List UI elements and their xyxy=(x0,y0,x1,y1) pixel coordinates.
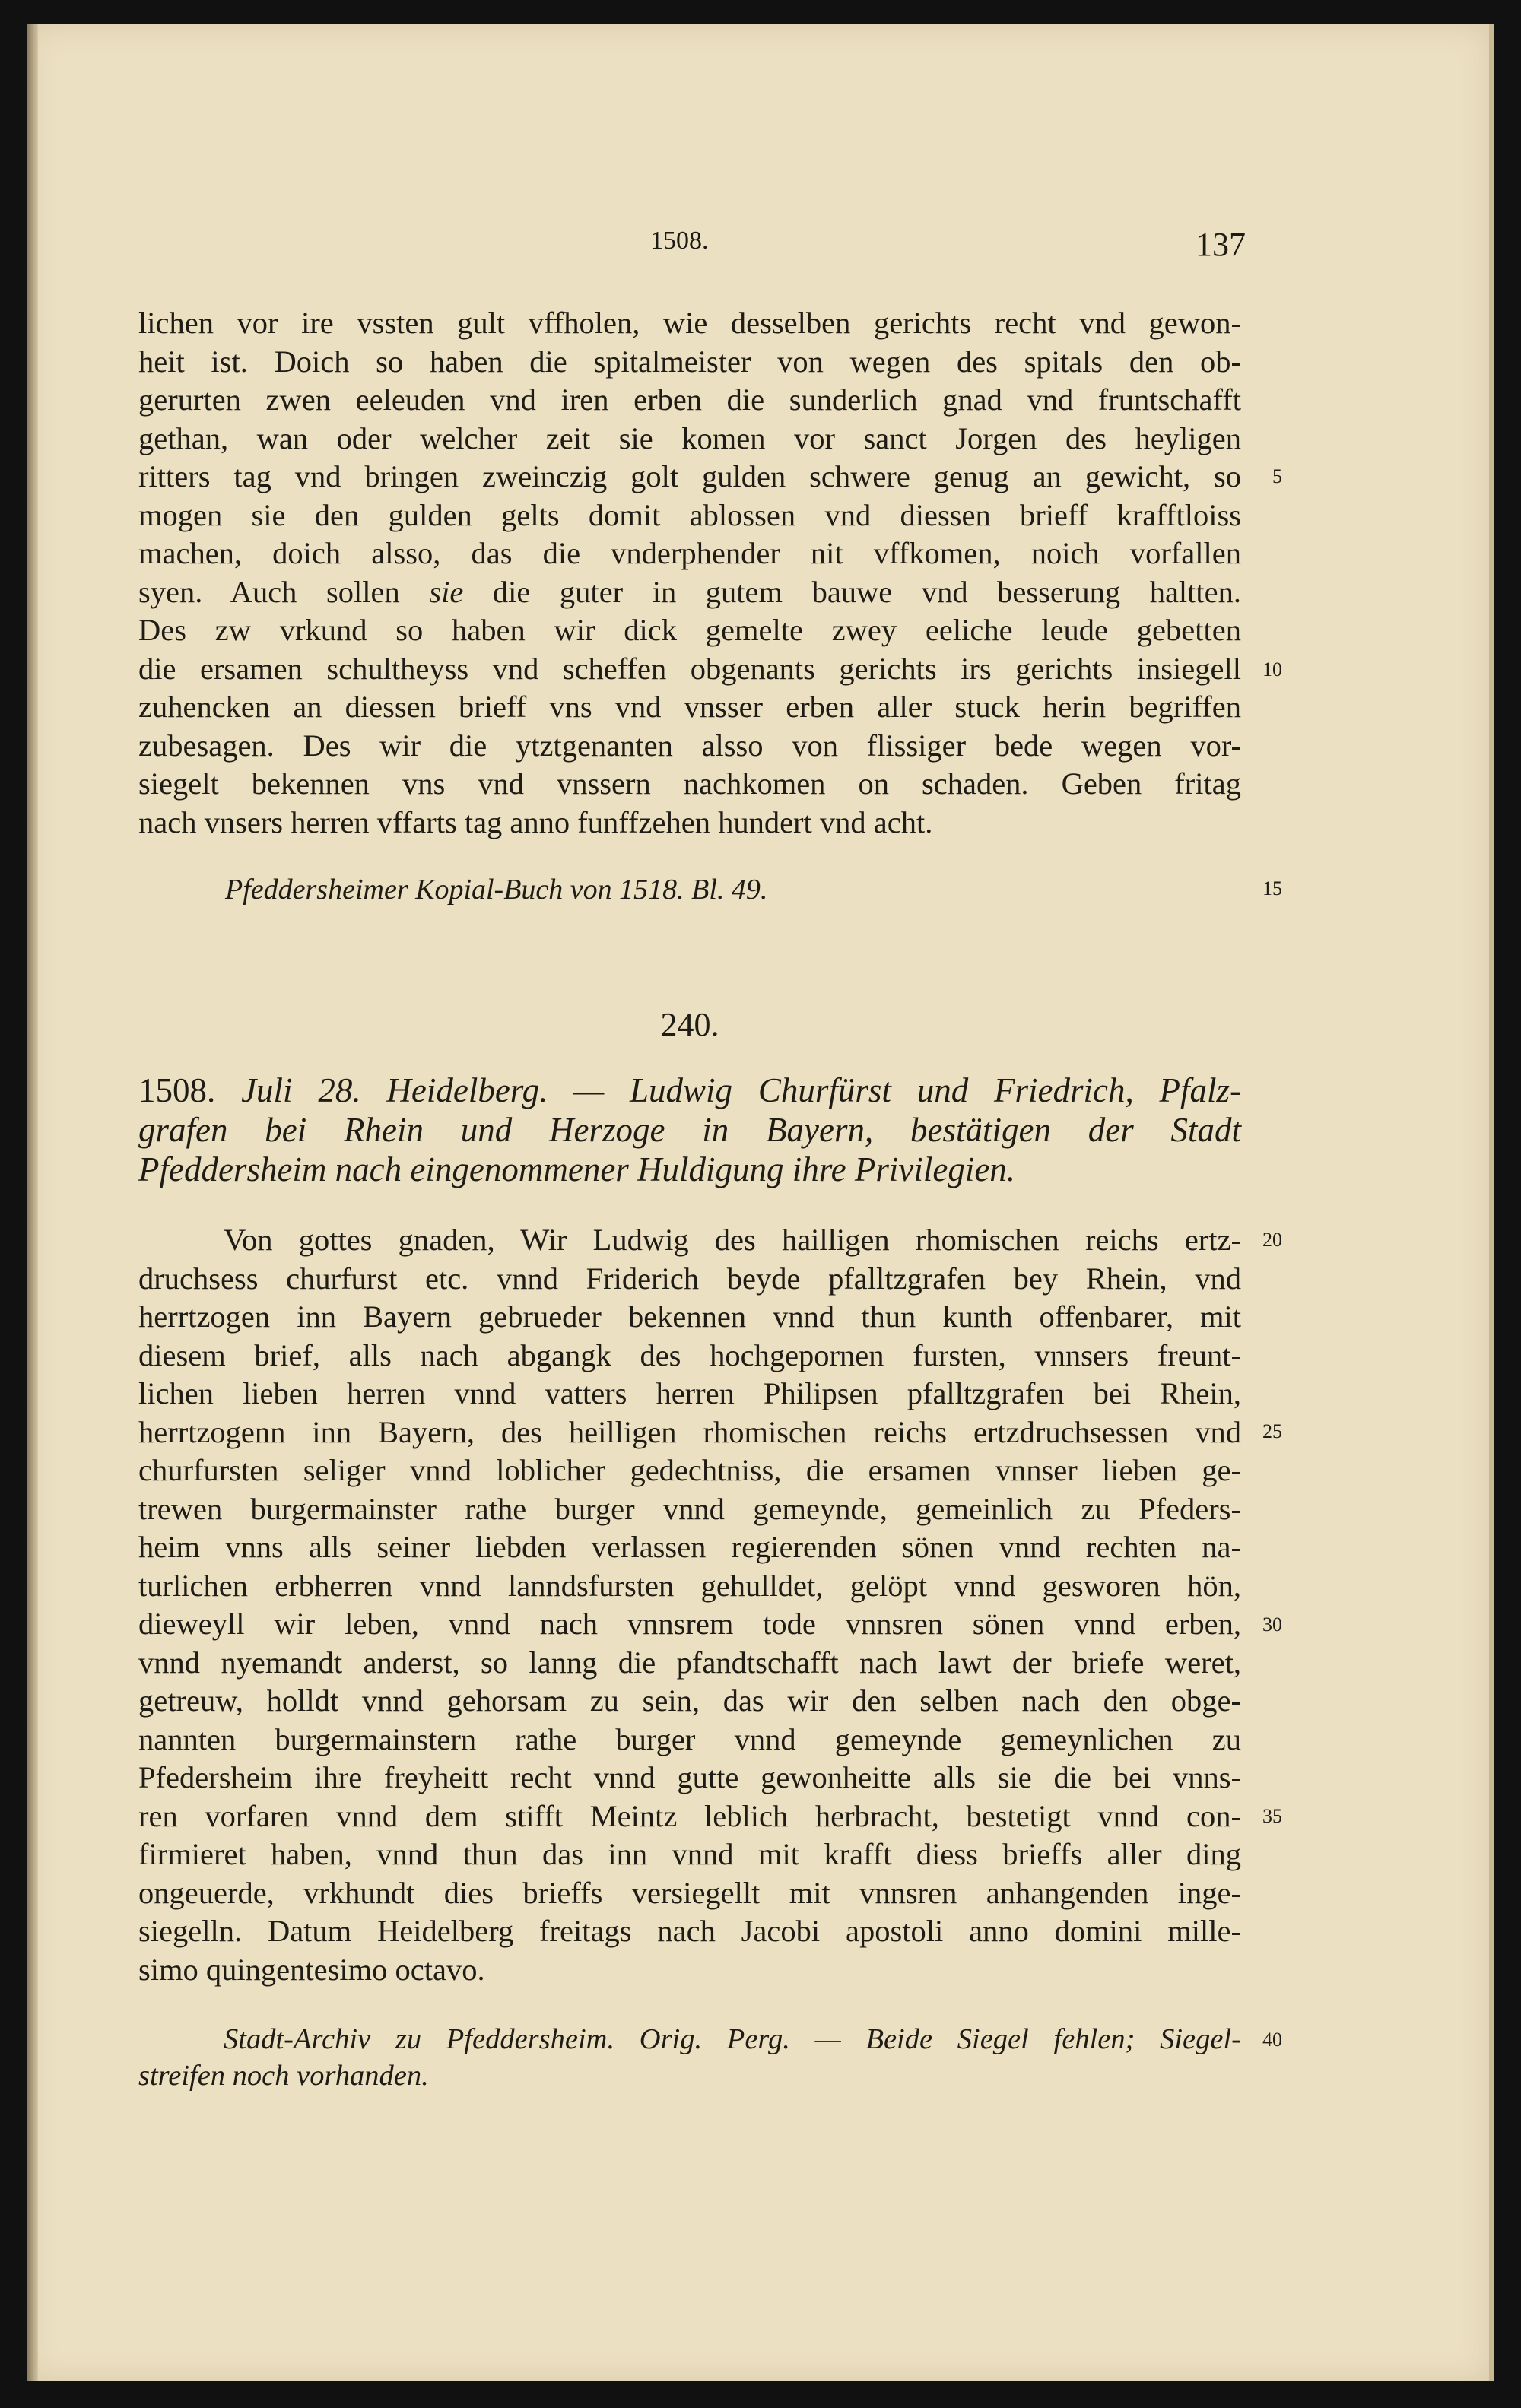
header-year: 1508. xyxy=(650,227,709,255)
text-line: siegelt bekennen vns vnd vnssern nachkomen on schaden. Geben fritag xyxy=(138,766,1241,801)
text-line: vnnd nyemandt anderst, so lanng die pfandtschafft nach lawt der briefe weret, xyxy=(138,1645,1241,1680)
text-line: ongeuerde, vrkhundt dies brieffs versiegellt mit vnnsren anhangenden inge- xyxy=(138,1875,1241,1910)
document-heading xyxy=(138,1071,1241,1189)
page-right-edge xyxy=(1489,24,1494,2381)
text-line: die ersamen schultheyss vnd scheffen obgenants gerichts irs gerichts insiegell xyxy=(138,651,1241,686)
text-fragment: syen. Auch sollen xyxy=(138,574,400,609)
text-line: Von gottes gnaden, Wir Ludwig des hailligen rhomischen reichs ertz- xyxy=(224,1223,1241,1257)
upper-text-block xyxy=(138,304,1241,842)
text-line: simo quingentesimo octavo. xyxy=(138,1952,485,1987)
margin-line-number: 35 xyxy=(1262,1805,1282,1827)
text-line: nach vnsers herren vffarts tag anno funffzehen hundert vnd acht. xyxy=(138,804,933,839)
margin-line-number: 15 xyxy=(1262,877,1282,899)
heading-line xyxy=(138,1071,1241,1110)
heading-text: Juli 28. Heidelberg. — Ludwig Churfürst und Friedrich, Pfalz- xyxy=(241,1071,1242,1109)
margin-line-number: 5 xyxy=(1272,465,1282,487)
margin-line-number: 30 xyxy=(1262,1613,1282,1635)
main-text-block xyxy=(138,1221,1241,1989)
margin-line-number: 20 xyxy=(1262,1229,1282,1251)
text-line: herrtzogen inn Bayern gebrueder bekennen vnnd thun kunth offenbarer, mit xyxy=(138,1299,1241,1334)
text-line: diesem brief, alls nach abgangk des hochgepornen fursten, vnnsers freunt- xyxy=(138,1337,1241,1372)
text-line: mogen sie den gulden gelts domit ablossen vnd diessen brieff krafftloiss xyxy=(138,497,1241,532)
text-line: ren vorfaren vnnd dem stifft Meintz leblich herbracht, bestetigt vnnd con- xyxy=(138,1798,1241,1833)
text-fragment: die guter in gutem bauwe vnd besserung haltten. xyxy=(492,574,1242,609)
text-line: lichen lieben herren vnnd vatters herren Philipsen pfalltzgrafen bei Rhein, xyxy=(138,1376,1241,1410)
text-line: gerurten zwen eeleuden vnd iren erben die sunderlich gnad vnd fruntschafft xyxy=(138,382,1241,417)
text-line: trewen burgermainster rathe burger vnnd gemeynde, gemeinlich zu Pfeders- xyxy=(138,1491,1241,1526)
text-line: heim vnns alls seiner liebden verlassen regierenden sönen vnnd rechten na- xyxy=(138,1530,1241,1564)
text-line: machen, doich alsso, das die vnderphender nit vffkomen, noich vorfallen xyxy=(138,536,1241,570)
text-line: churfursten seliger vnnd loblicher gedechtniss, die ersamen vnnser lieben ge- xyxy=(138,1453,1241,1487)
document-number: 240. xyxy=(660,1006,719,1043)
text-line: zuhencken an diessen brieff vns vnd vnsser erben aller stuck herin begriffen xyxy=(138,690,1241,724)
page-binding-edge xyxy=(27,24,38,2381)
citation-line: Stadt-Archiv zu Pfeddersheim. Orig. Perg. — Beide Siegel fehlen; Siegel- xyxy=(224,2023,1241,2055)
archive-citation xyxy=(138,2021,1241,2094)
text-line: nannten burgermainstern rathe burger vnnd gemeynde gemeynlichen zu xyxy=(138,1721,1241,1756)
text-line: Des zw vrkund so haben wir dick gemelte zwey eeliche leude gebetten xyxy=(138,613,1241,647)
text-line: zubesagen. Des wir die ytztgenanten alsso von flissiger bede wegen vor- xyxy=(138,728,1241,763)
margin-line-number: 10 xyxy=(1262,658,1282,681)
source-citation: Pfeddersheimer Kopial-Buch von 1518. Bl. 49. xyxy=(225,874,768,906)
heading-date: 1508. xyxy=(138,1071,216,1109)
text-line: herrtzogenn inn Bayern, des heilligen rhomischen reichs ertzdruchsessen vnd xyxy=(138,1414,1241,1449)
italic-word: sie xyxy=(429,574,464,609)
text-line: dieweyll wir leben, vnnd nach vnnsrem tode vnnsren sönen vnnd erben, xyxy=(138,1607,1241,1641)
text-line: turlichen erbherren vnnd lanndsfursten gehulldet, gelöpt vnnd gesworen hön, xyxy=(138,1568,1241,1603)
text-line: gethan, wan oder welcher zeit sie komen vor sanct Jorgen des heyligen xyxy=(138,420,1241,455)
text-line: heit ist. Doich so haben die spitalmeister von wegen des spitals den ob- xyxy=(138,344,1241,379)
citation-line: streifen noch vorhanden. xyxy=(138,2060,429,2092)
text-line: firmieret haben, vnnd thun das inn vnnd mit krafft diess brieffs aller ding xyxy=(138,1837,1241,1871)
margin-line-number: 40 xyxy=(1262,2029,1282,2051)
text-line: druchsess churfurst etc. vnnd Friderich beyde pfalltzgrafen bey Rhein, vnd xyxy=(138,1261,1241,1296)
text-line: ritters tag vnd bringen zweinczig golt gulden schwere genug an gewicht, so xyxy=(138,459,1241,493)
heading-line: Pfeddersheim nach eingenommener Huldigung ihre Privilegien. xyxy=(138,1150,1016,1188)
heading-line: grafen bei Rhein und Herzoge in Bayern, bestätigen der Stadt xyxy=(138,1111,1241,1149)
running-header xyxy=(137,220,1247,274)
text-line: getreuw, holldt vnnd gehorsam zu sein, das wir den selben nach den obge- xyxy=(138,1683,1241,1718)
page-number: 137 xyxy=(1196,226,1246,263)
margin-line-number: 25 xyxy=(1262,1420,1282,1442)
text-line-with-italic xyxy=(138,573,1241,612)
text-line: siegelln. Datum Heidelberg freitags nach Jacobi apostoli anno domini mille- xyxy=(138,1914,1241,1948)
text-line: Pfedersheim ihre freyheitt recht vnnd gutte gewonheitte alls sie die bei vnns- xyxy=(138,1760,1241,1794)
text-line: lichen vor ire vssten gult vffholen, wie desselben gerichts recht vnd gewon- xyxy=(138,306,1241,340)
